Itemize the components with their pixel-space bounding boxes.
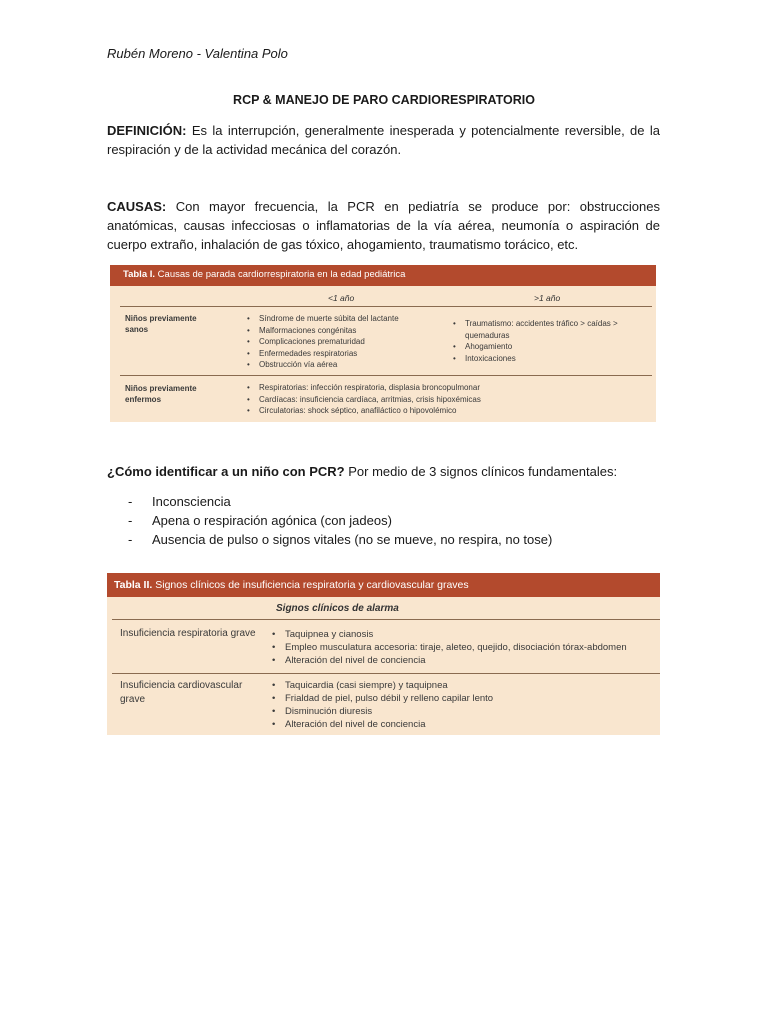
table-causes-row1-lt1-list — [247, 313, 457, 371]
causes-text: Con mayor frecuencia, la PCR en pediatría se produce por: obstrucciones anatómicas, causas infecciosas o inflamatorias de la vía aérea, neumonía o aspiración de cuerpo extraño, inhalación de gas tóxico, ahogamiento, traumatismo torácico, etc. — [107, 199, 660, 252]
list-dash: - — [128, 494, 133, 509]
table-signs-caption-text: Signos clínicos de insuficiencia respiratoria y cardiovascular graves — [152, 579, 469, 591]
definition-paragraph — [107, 121, 660, 159]
table-causes-row2-list — [247, 382, 647, 417]
pcr-question-text: Por medio de 3 signos clínicos fundamentales: — [344, 464, 618, 479]
list-item: • Respiratorias: infección respiratoria, displasia broncopulmonar — [247, 382, 647, 394]
table-causes-caption — [110, 265, 656, 286]
list-item: - Inconsciencia — [128, 494, 231, 509]
list-item: • Disminución diuresis — [272, 705, 493, 718]
table-divider — [120, 306, 652, 307]
list-item: • Complicaciones prematuridad — [247, 336, 457, 348]
table-signs-row2-list — [272, 679, 493, 731]
list-item: - Ausencia de pulso o signos vitales (no se mueve, no respira, no tose) — [128, 532, 553, 547]
table-causes-col-lt1: <1 año — [328, 293, 355, 303]
table-causes — [110, 265, 656, 422]
table-signs-row2-label: Insuficiencia cardiovascular grave — [120, 680, 243, 705]
table-signs-col-header: Signos clínicos de alarma — [276, 603, 399, 614]
table-divider — [120, 375, 652, 376]
list-item: • Alteración del nivel de conciencia — [272, 718, 493, 731]
list-item: • Alteración del nivel de conciencia — [272, 654, 627, 667]
table-signs-caption — [107, 573, 660, 597]
table-signs-row1-label: Insuficiencia respiratoria grave — [120, 628, 256, 639]
list-dash: - — [128, 513, 133, 528]
definition-label: DEFINICIÓN: — [107, 123, 187, 138]
document-authors: Rubén Moreno - Valentina Polo — [107, 46, 288, 61]
list-item: • Taquipnea y cianosis — [272, 628, 627, 641]
table-clinical-signs — [107, 573, 660, 735]
list-dash: - — [128, 532, 133, 547]
clinical-signs-list — [128, 492, 552, 549]
table-divider — [112, 619, 660, 620]
list-item: • Enfermedades respiratorias — [247, 348, 457, 360]
table-causes-col-gt1: >1 año — [534, 293, 561, 303]
list-item: • Circulatorias: shock séptico, anafiláctico o hipovolémico — [247, 405, 647, 417]
table-causes-caption-label: Tabla I. — [123, 269, 156, 280]
document-title: RCP & MANEJO DE PARO CARDIORESPIRATORIO — [233, 93, 535, 107]
causes-paragraph — [107, 197, 660, 254]
list-item: • Intoxicaciones — [453, 353, 645, 365]
list-item: • Frialdad de piel, pulso débil y relleno capilar lento — [272, 692, 493, 705]
definition-text: Es la interrupción, generalmente inesperada y potencialmente reversible, de la respiración y de la actividad mecánica del corazón. — [107, 123, 660, 157]
table-signs-row1-list — [272, 628, 627, 667]
list-item: • Ahogamiento — [453, 341, 645, 353]
table-causes-row2-label: Niños previamente enfermos — [125, 384, 197, 404]
list-item: - Apena o respiración agónica (con jadeos) — [128, 513, 392, 528]
list-item: • Taquicardia (casi siempre) y taquipnea — [272, 679, 493, 692]
table-causes-row1-label: Niños previamente sanos — [125, 314, 197, 334]
pcr-question — [107, 464, 617, 479]
table-causes-row1-gt1-list — [453, 318, 645, 364]
list-item: • Malformaciones congénitas — [247, 325, 457, 337]
table-causes-caption-text: Causas de parada cardiorrespiratoria en la edad pediátrica — [155, 269, 406, 280]
list-item: • Obstrucción vía aérea — [247, 359, 457, 371]
table-signs-caption-label: Tabla II. — [114, 579, 153, 591]
pcr-question-label: ¿Cómo identificar a un niño con PCR? — [107, 464, 345, 479]
table-divider — [112, 673, 660, 674]
list-item: • Empleo musculatura accesoria: tiraje, aleteo, quejido, disociación tórax-abdomen — [272, 641, 627, 654]
list-item: • Cardíacas: insuficiencia cardíaca, arritmias, crisis hipoxémicas — [247, 394, 647, 406]
list-item: • Síndrome de muerte súbita del lactante — [247, 313, 457, 325]
causes-label: CAUSAS: — [107, 199, 167, 214]
list-item: • Traumatismo: accidentes tráfico > caídas > quemaduras — [453, 318, 645, 341]
